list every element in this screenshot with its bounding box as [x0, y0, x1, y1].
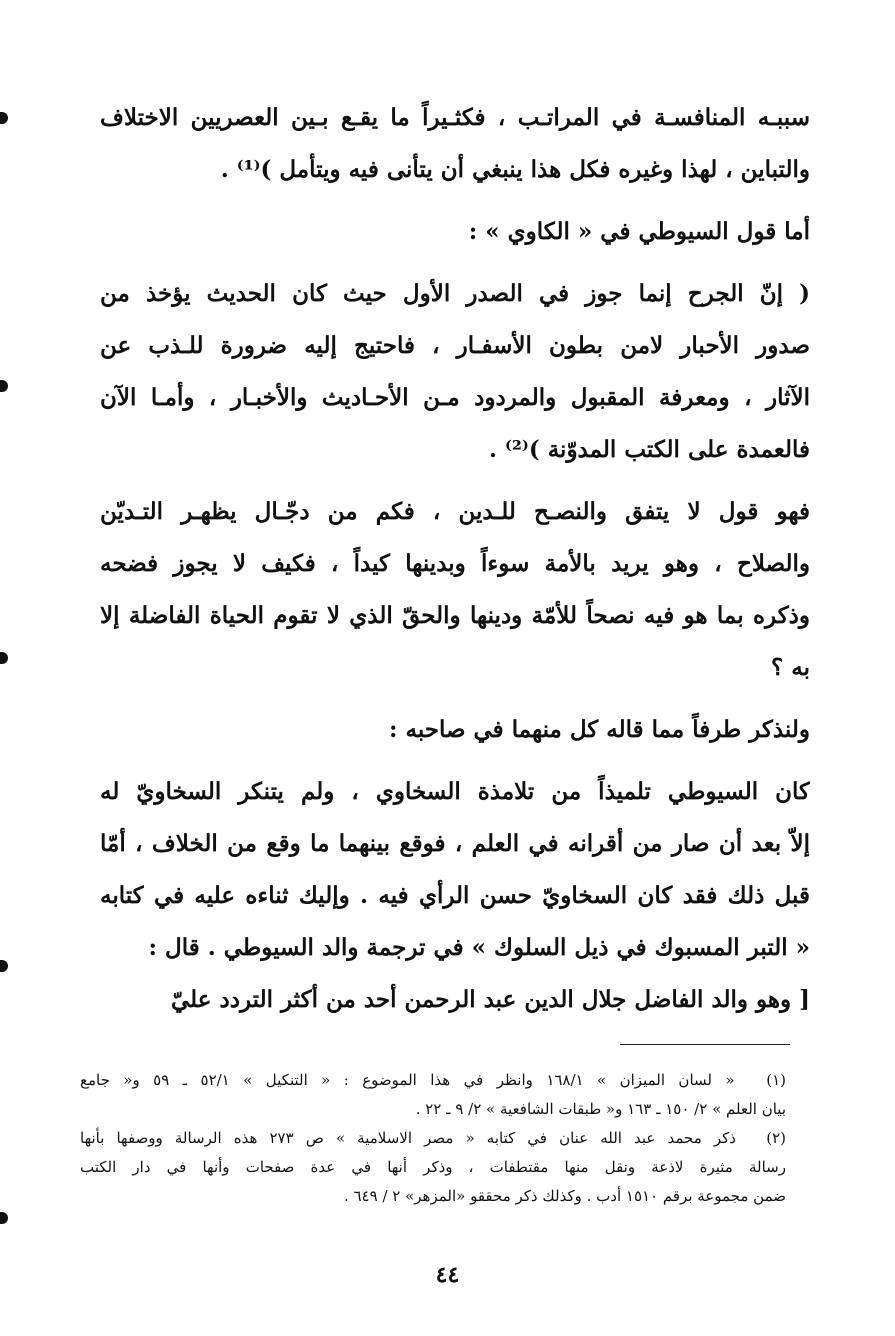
scan-edge-mark [0, 652, 8, 664]
text-line: والتباين ، لهذا وغيره فكل هذا ينبغي أن يتأنى فيه ويتأمل )⁽¹⁾ . [220, 156, 810, 183]
main-text [100, 92, 810, 1026]
footnote-line: رسالة مثيرة لاذعة ونقل منها مقتطفات ، وذكر أنها في عدة صفحات وأنها في دار الكتب [80, 1158, 786, 1176]
footnote-line: بيان العلم » ٢/ ١٥٠ ـ ١٦٣ و« طبقات الشافعية » ٢/ ٩ ـ ٢٢ . [415, 1100, 786, 1118]
text-line: « التبر المسبوك في ذيل السلوك » في ترجمة والد السيوطي . قال : [148, 934, 810, 961]
scan-edge-mark [0, 960, 8, 972]
scan-edge-mark [0, 112, 8, 124]
text-line: [ وهو والد الفاضل جلال الدين عبد الرحمن أحد من أكثر التردد عليّ [170, 986, 810, 1013]
text-line: فهو قول لا يتفق والنصـح للـدين ، فكم من دجّـال يظهـر التـديّن [100, 498, 810, 525]
footnote-2 [80, 1124, 786, 1211]
footnote-line: « لسان الميزان » ١٦٨/١ وانظر في هذا الموضوع : « التنكيل » ٥٢/١ ـ ٥٩ و« جامع [80, 1071, 735, 1089]
text-line: وذكره بما هو فيه نصحاً للأمّة ودينها والحقّ الذي لا تقوم الحياة الفاضلة إلا [100, 602, 810, 629]
footnote-separator [620, 1044, 790, 1045]
text-line: إلاّ بعد أن صار من أقرانه في العلم ، فوقع بينهما ما وقع من الخلاف ، أمّا [100, 830, 810, 857]
footnote-line: ذكر محمد عبد الله عنان في كتابه « مصر الاسلامية » ص ٢٧٣ هذه الرسالة ووصفها بأنها [80, 1129, 736, 1147]
footnote-line: ضمن مجموعة برقم ١٥١٠ أدب . وكذلك ذكر محققو «المزهر» ٢ / ٦٤٩ . [343, 1187, 786, 1205]
footnote-number: (٢) [766, 1129, 786, 1147]
text-line: ولنذكر طرفاً مما قاله كل منهما في صاحبه : [388, 716, 810, 743]
footnote-1 [80, 1066, 786, 1124]
footnotes [80, 1066, 786, 1211]
text-line: ( إنّ الجرح إنما جوز في الصدر الأول حيث كان الحديث يؤخذ من [100, 280, 810, 307]
scan-edge-mark [0, 1212, 8, 1224]
page-number: ٤٤ [435, 1262, 460, 1288]
text-line: والصلاح ، وهو يريد بالأمة سوءاً وبدينها كيداً ، فكيف لا يجوز فضحه [100, 550, 810, 577]
text-line: أما قول السيوطي في « الكاوي » : [468, 218, 810, 245]
text-line: صدور الأحبار لامن بطون الأسفـار ، فاحتيج إليه ضرورة للـذب عن [100, 332, 810, 359]
scan-edge-mark [0, 380, 8, 392]
text-line: الآثار ، ومعرفة المقبول والمردود مـن الأحـاديث والأخبـار ، وأمـا الآن [100, 384, 810, 411]
text-line: فالعمدة على الكتب المدوّنة )⁽²⁾ . [489, 436, 810, 463]
text-line: به ؟ [771, 654, 810, 681]
text-line: سببـه المنافسـة في المراتـب ، فكثـيراً ما يقـع بـين العصريين الاختلاف [100, 104, 810, 131]
text-line: قبل ذلك فقد كان السخاويّ حسن الرأي فيه . وإليك ثناءه عليه في كتابه [100, 882, 810, 909]
text-line: كان السيوطي تلميذاً من تلامذة السخاوي ، ولم يتنكر السخاويّ له [100, 778, 810, 805]
footnote-number: (١) [766, 1071, 786, 1089]
